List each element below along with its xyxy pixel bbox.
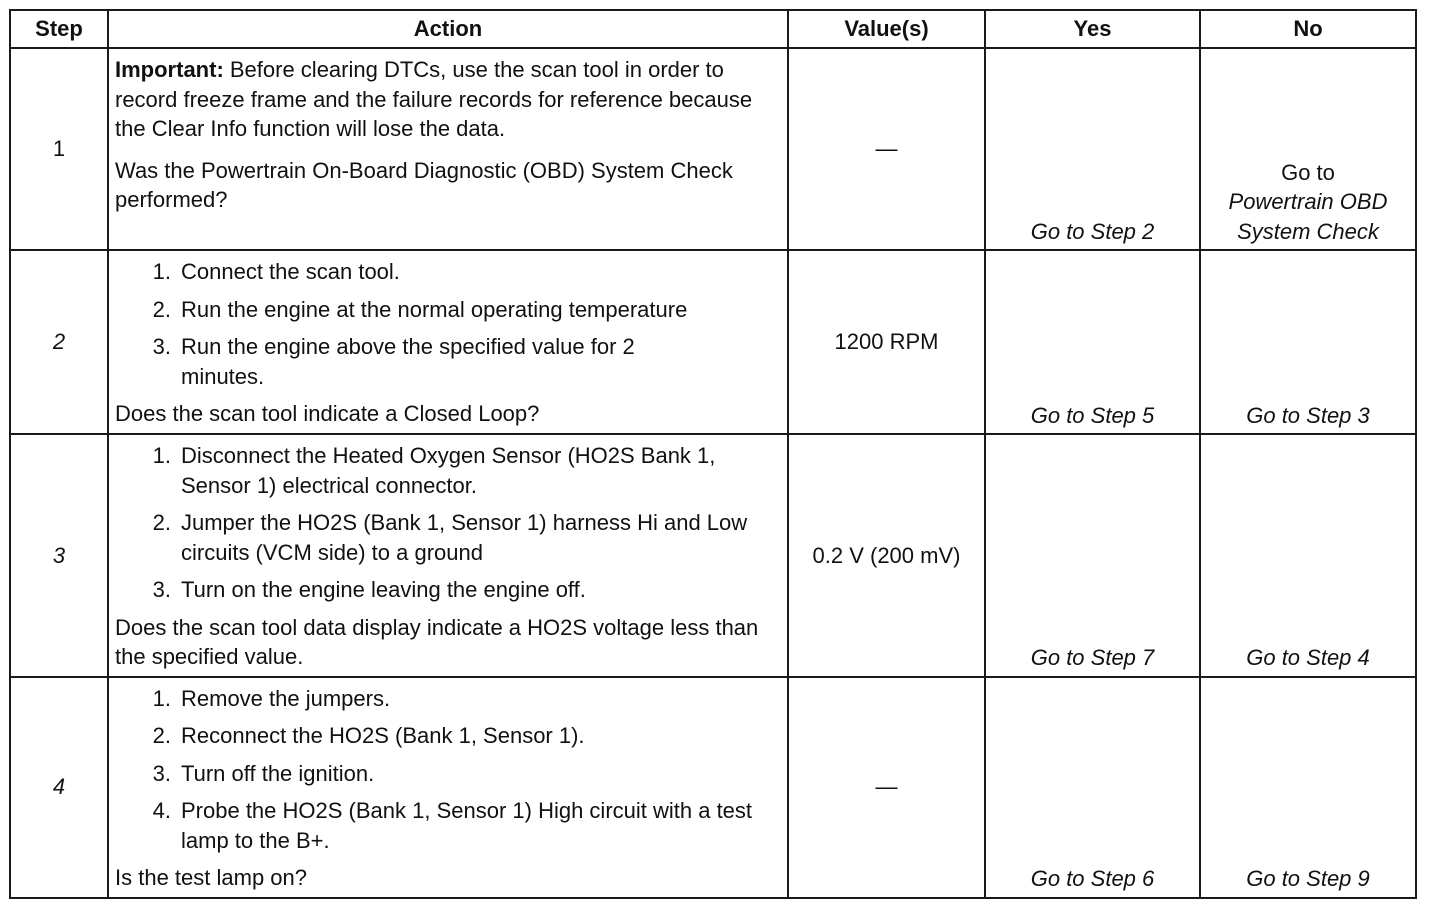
list-item: 2. Reconnect the HO2S (Bank 1, Sensor 1).	[152, 723, 585, 748]
list-item: 3. Turn off the ignition.	[152, 760, 375, 786]
question: Was the Powertrain On-Board Diagnostic (OBD) System Check performed?	[115, 157, 733, 212]
yes-cell: Go to Step 2	[985, 48, 1200, 250]
question: Does the scan tool indicate a Closed Loop?	[115, 401, 540, 426]
table-row	[10, 250, 1416, 434]
action-steps	[115, 684, 781, 856]
action-cell	[108, 677, 788, 898]
header-yes: Yes	[985, 10, 1200, 48]
action-cell	[108, 250, 788, 434]
no-line2: Powertrain OBD System Check	[1228, 189, 1388, 244]
yes-cell: Go to Step 5	[985, 250, 1200, 434]
no-cell: Go to Step 3	[1200, 250, 1416, 434]
table-row	[10, 677, 1416, 898]
action-cell	[108, 48, 788, 250]
value-cell: 0.2 V (200 mV)	[788, 434, 985, 677]
yes-cell: Go to Step 7	[985, 434, 1200, 677]
step-number: 4	[10, 677, 108, 898]
diagnostic-table	[9, 9, 1417, 899]
yes-cell: Go to Step 6	[985, 677, 1200, 898]
question: Does the scan tool data display indicate a HO2S voltage less than the specified value.	[115, 614, 759, 669]
list-item: 1. Disconnect the Heated Oxygen Sensor (HO2S Bank 1, Sensor 1) electrical connector.	[152, 443, 716, 498]
no-cell: Go to Step 9	[1200, 677, 1416, 898]
table-row	[10, 434, 1416, 677]
header-values: Value(s)	[788, 10, 985, 48]
question: Is the test lamp on?	[115, 865, 307, 890]
important-note	[115, 55, 781, 144]
action-steps	[115, 441, 781, 605]
header-row	[10, 10, 1416, 48]
no-cell	[1200, 48, 1416, 250]
important-label: Important:	[115, 57, 224, 82]
header-step: Step	[10, 10, 108, 48]
list-item: 3. Turn on the engine leaving the engine off.	[152, 577, 586, 602]
important-text: Before clearing DTCs, use the scan tool in order to record freeze frame and the failure records for reference because the Clear Info function will lose the data.	[115, 57, 753, 141]
list-item: 1. Remove the jumpers.	[152, 685, 391, 711]
value-cell: —	[788, 48, 985, 250]
step-number: 2	[10, 250, 108, 434]
list-item: 1. Connect the scan tool.	[152, 259, 400, 284]
list-item: 2. Run the engine at the normal operating temperature	[152, 296, 688, 322]
step-number: 1	[10, 48, 108, 250]
step-number: 3	[10, 434, 108, 677]
action-cell	[108, 434, 788, 677]
header-no: No	[1200, 10, 1416, 48]
value-cell: —	[788, 677, 985, 898]
header-action: Action	[108, 10, 788, 48]
list-item: 2. Jumper the HO2S (Bank 1, Sensor 1) harness Hi and Low circuits (VCM side) to a ground	[152, 510, 748, 565]
no-line1: Go to	[1281, 159, 1335, 185]
no-cell: Go to Step 4	[1200, 434, 1416, 677]
action-steps	[115, 257, 781, 391]
list-item: 3. Run the engine above the specified value for 2 minutes.	[152, 334, 635, 389]
table-row	[10, 48, 1416, 250]
list-item: 4. Probe the HO2S (Bank 1, Sensor 1) High circuit with a test lamp to the B+.	[152, 798, 753, 853]
value-cell: 1200 RPM	[788, 250, 985, 434]
